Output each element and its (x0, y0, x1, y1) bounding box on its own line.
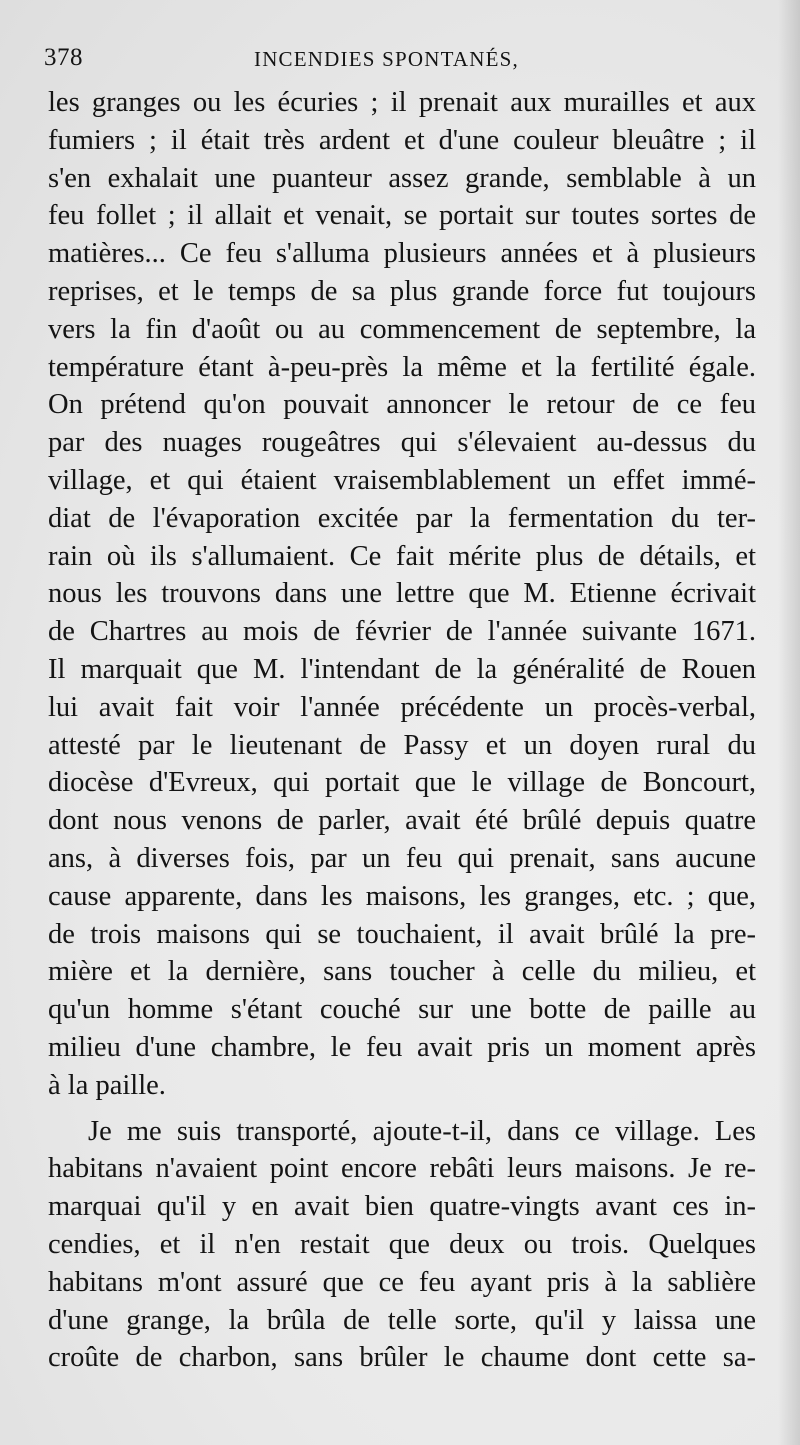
text-line: rain où ils s'allumaient. Ce fait mérite plus de détails, et (48, 540, 756, 572)
text-line: habitans n'avaient point encore rebâti leurs maisons. Je re- (48, 1153, 756, 1185)
text-line: reprises, et le temps de sa plus grande force fut toujours (48, 275, 756, 307)
text-line: fumiers ; il était très ardent et d'une couleur bleuâtre ; il (48, 124, 756, 156)
paragraph-gap (48, 1105, 756, 1113)
text-line: diocèse d'Evreux, qui portait que le village de Boncourt, (48, 767, 756, 799)
text-line: Il marquait que M. l'intendant de la généralité de Rouen (48, 653, 756, 685)
body-text (48, 84, 756, 1377)
text-line: croûte de charbon, sans brûler le chaume dont cette sa- (48, 1342, 756, 1374)
text-line: habitans m'ont assuré que ce feu ayant pris à la sablière (48, 1266, 756, 1298)
text-line: les granges ou les écuries ; il prenait aux murailles et aux (48, 87, 756, 118)
text-line: d'une grange, la brûla de telle sorte, qu'il y laissa une (48, 1304, 756, 1336)
text-line: température étant à-peu-près la même et la fertilité égale. (48, 351, 756, 383)
page-number: 378 (44, 44, 83, 71)
text-line: feu follet ; il allait et venait, se portait sur toutes sortes de (48, 200, 756, 232)
text-line: mière et la dernière, sans toucher à celle du milieu, et (48, 956, 756, 988)
text-line: lui avait fait voir l'année précédente un procès-verbal, (48, 691, 756, 723)
text-line: nous les trouvons dans une lettre que M. Etienne écrivait (48, 578, 756, 610)
text-line: cendies, et il n'en restait que deux ou trois. Quelques (48, 1228, 756, 1260)
text-line: vers la fin d'août ou au commencement de septembre, la (48, 313, 756, 345)
text-line: matières... Ce feu s'alluma plusieurs années et à plusieurs (48, 238, 756, 270)
text-line: à la paille. (48, 1069, 166, 1101)
page-header (44, 44, 744, 78)
text-line: de trois maisons qui se touchaient, il avait brûlé la pre- (48, 918, 756, 950)
text-line: village, et qui étaient vraisemblablement un effet immé- (48, 464, 756, 496)
paragraph (48, 84, 756, 1105)
text-line: attesté par le lieutenant de Passy et un doyen rural du (48, 729, 756, 761)
text-line: On prétend qu'on pouvait annoncer le retour de ce feu (48, 389, 756, 421)
paragraph (48, 1113, 756, 1378)
text-line: ans, à diverses fois, par un feu qui prenait, sans aucune (48, 842, 756, 874)
text-line: dont nous venons de parler, avait été brûlé depuis quatre (48, 805, 756, 837)
text-line: par des nuages rougeâtres qui s'élevaient au-dessus du (48, 427, 756, 459)
text-line: de Chartres au mois de février de l'année suivante 1671. (48, 616, 756, 648)
text-line: marquai qu'il y en avait bien quatre-vingts avant ces in- (48, 1191, 756, 1223)
page-edge-shadow (778, 0, 800, 1445)
text-line: Je me suis transporté, ajoute-t-il, dans ce village. Les (88, 1115, 756, 1147)
text-line: milieu d'une chambre, le feu avait pris un moment après (48, 1031, 756, 1063)
text-line: diat de l'évaporation excitée par la fermentation du ter- (48, 502, 756, 534)
text-line: qu'un homme s'étant couché sur une botte de paille au (48, 994, 756, 1026)
text-line: s'en exhalait une puanteur assez grande, semblable à un (48, 162, 756, 194)
text-line: cause apparente, dans les maisons, les granges, etc. ; que, (48, 880, 756, 912)
running-head: INCENDIES SPONTANÉS, (254, 47, 519, 71)
